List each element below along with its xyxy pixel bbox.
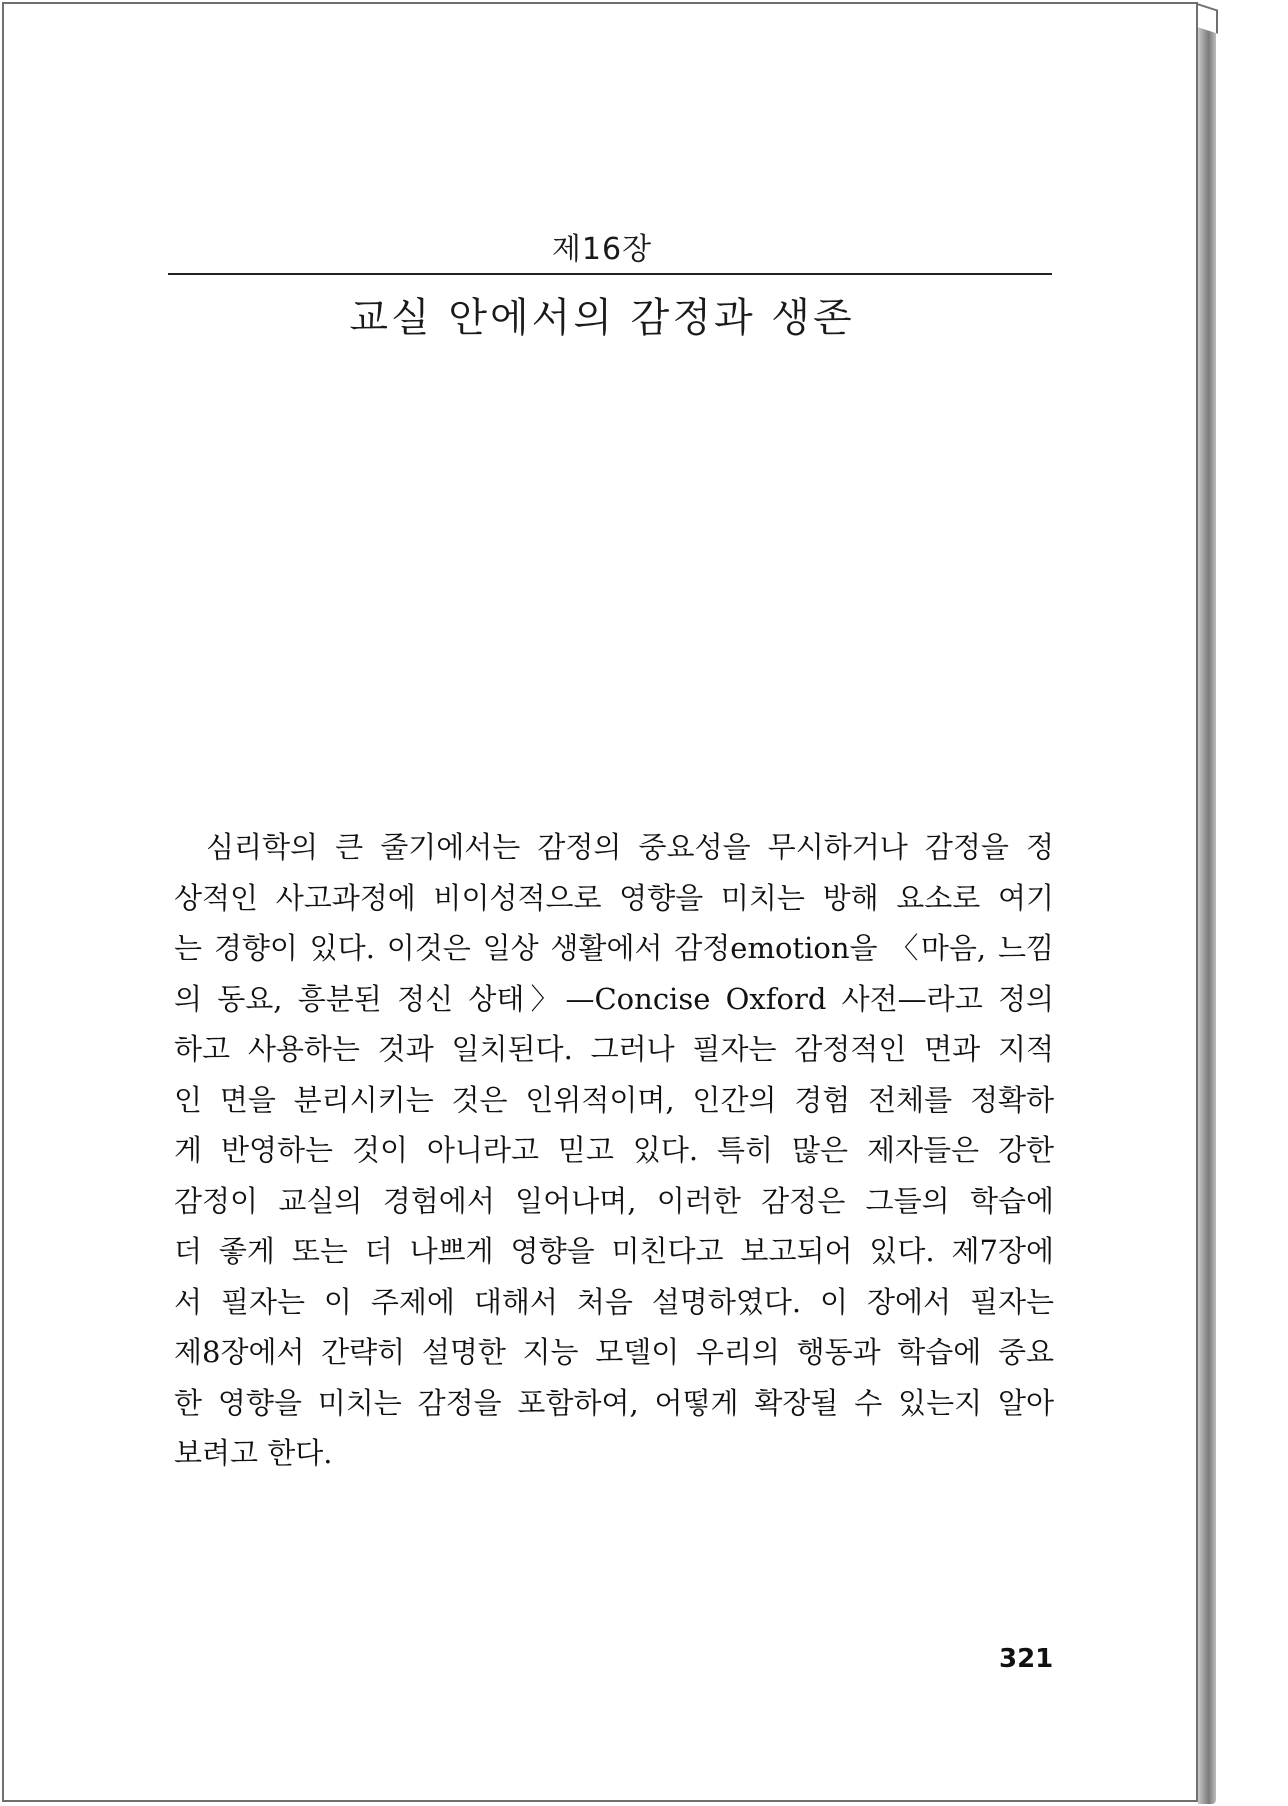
- chapter-title: 교실 안에서의 감정과 생존: [349, 295, 855, 341]
- body-paragraph: [174, 822, 1054, 1479]
- page-number: 321: [999, 1644, 1054, 1674]
- text-line: 의 동요, 흥분된 정신 상태〉—Concise Oxford 사전—라고 정의: [174, 981, 1054, 1016]
- chapter-number: 제16장: [551, 232, 653, 267]
- title-divider: [168, 273, 1052, 275]
- text-line: 게 반영하는 것이 아니라고 믿고 있다. 특히 많은 제자들은 강한: [174, 1133, 1054, 1167]
- text-line: 서 필자는 이 주제에 대해서 처음 설명하였다. 이 장에서 필자는: [174, 1284, 1054, 1319]
- text-line: 인 면을 분리시키는 것은 인위적이며, 인간의 경험 전체를 정확하: [174, 1082, 1054, 1117]
- text-line: 하고 사용하는 것과 일치된다. 그러나 필자는 감정적인 면과 지적: [174, 1032, 1054, 1066]
- text-line: 상적인 사고과정에 비이성적으로 영향을 미치는 방해 요소로 여기: [174, 880, 1054, 915]
- text-line: 심리학의 큰 줄기에서는 감정의 중요성을 무시하거나 감정을 정: [206, 830, 1054, 864]
- text-line: 더 좋게 또는 더 나쁘게 영향을 미친다고 보고되어 있다. 제7장에: [174, 1234, 1054, 1268]
- text-line: 한 영향을 미치는 감정을 포함하여, 어떻게 확장될 수 있는지 알아: [174, 1385, 1054, 1420]
- text-line: 는 경향이 있다. 이것은 일상 생활에서 감정emotion을 〈마음, 느낌: [174, 931, 1054, 965]
- text-line: 제8장에서 간략히 설명한 지능 모델이 우리의 행동과 학습에 중요: [174, 1335, 1054, 1369]
- background-margin: [1216, 0, 1288, 1806]
- text-line: 감정이 교실의 경험에서 일어나며, 이러한 감정은 그들의 학습에: [174, 1183, 1054, 1218]
- text-line: 보려고 한다.: [174, 1436, 333, 1470]
- book-page: [2, 2, 1198, 1802]
- page-curl-edge: [1198, 8, 1216, 1804]
